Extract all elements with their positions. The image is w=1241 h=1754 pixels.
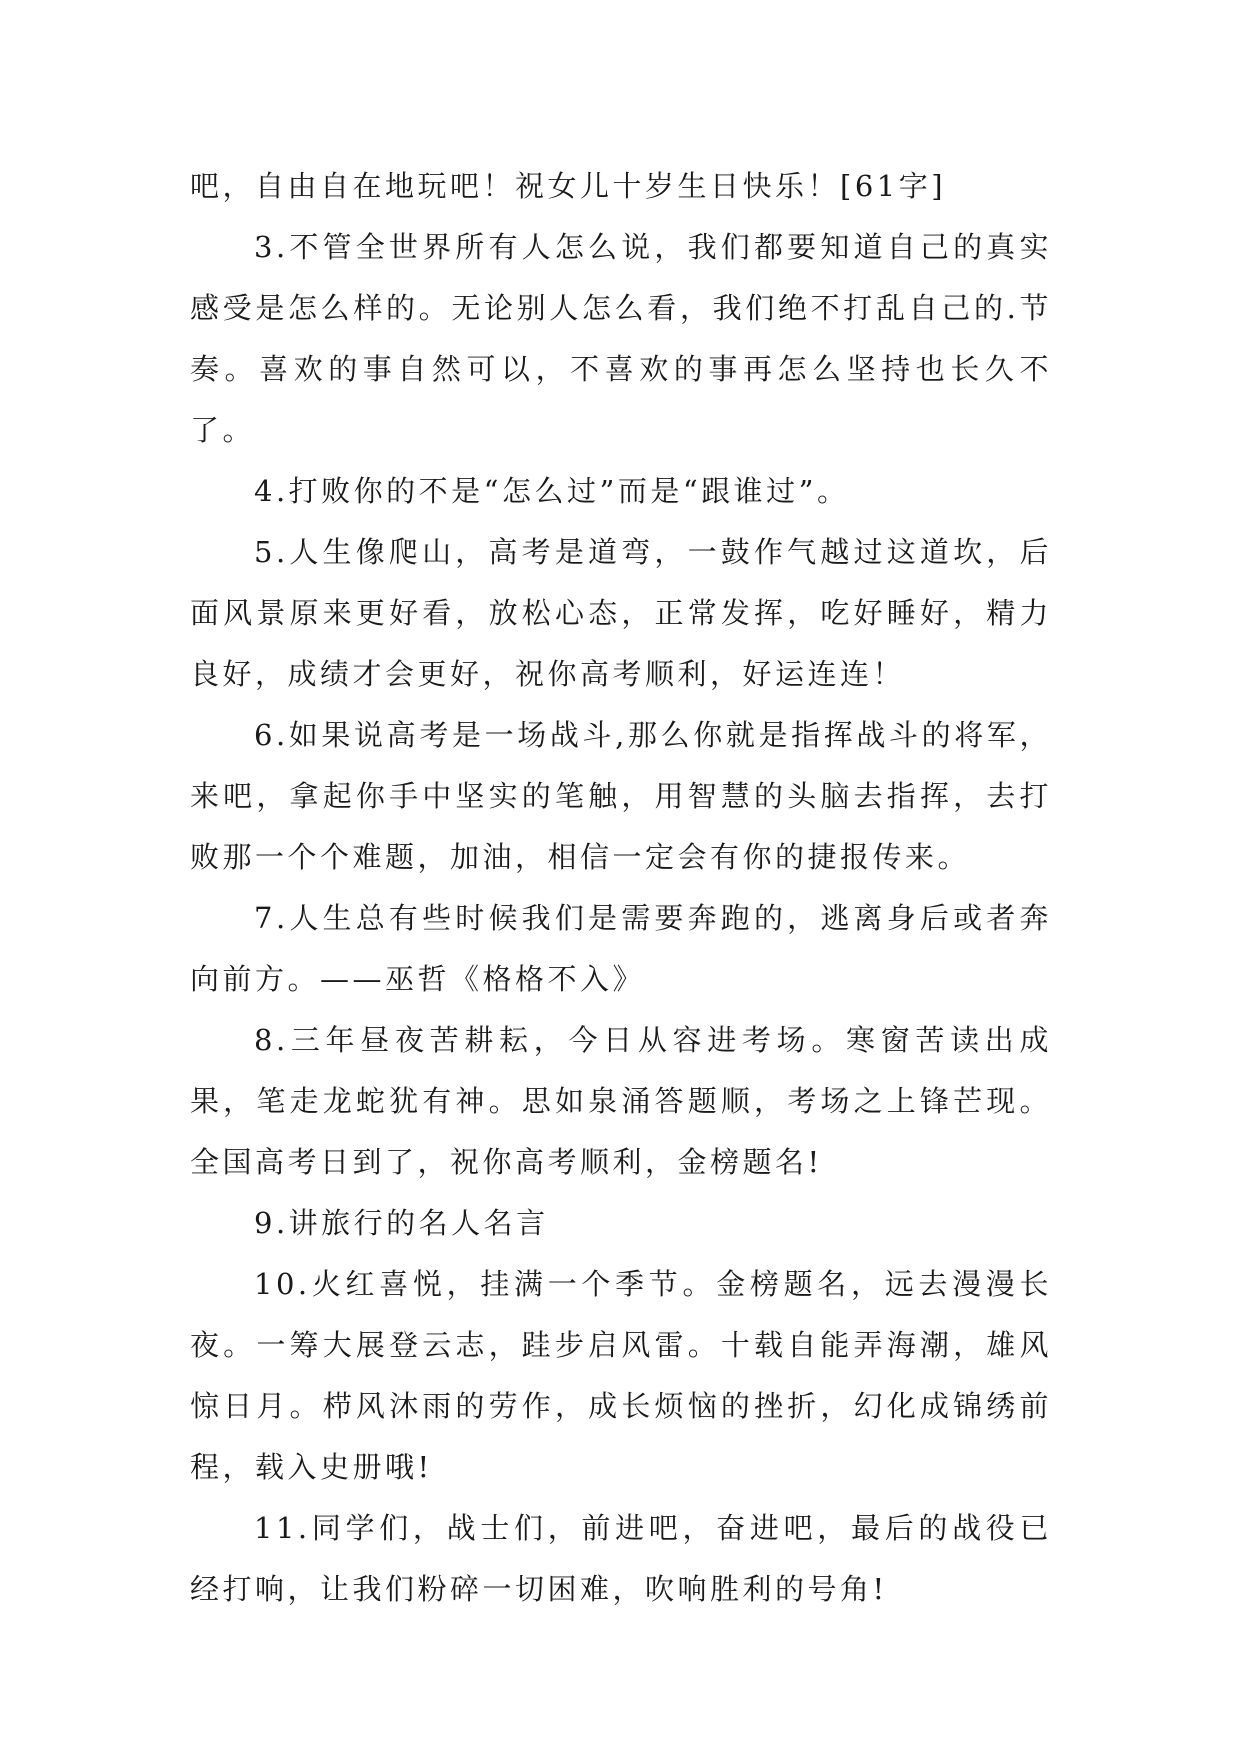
- paragraph-item-6: 6.如果说高考是一场战斗,那么你就是指挥战斗的将军，来吧，拿起你手中坚实的笔触，用智慧的头脑去指挥，去打败那一个个难题，加油，相信一定会有你的捷报传来。: [190, 718, 1052, 874]
- paragraph-item-10: 10.火红喜悦，挂满一个季节。金榜题名，远去漫漫长夜。一筹大展登云志，跬步启风雷。十载自能弄海潮，雄风惊日月。栉风沐雨的劳作，成长烦恼的挫折，幻化成锦绣前程，载入史册哦!: [190, 1267, 1052, 1484]
- paragraph-item-4: 4.打败你的不是“怎么过”而是“跟谁过”。: [254, 474, 850, 508]
- paragraph-item-8: 8.三年昼夜苦耕耘，今日从容进考场。寒窗苦读出成果，笔走龙蛇犹有神。思如泉涌答题顺，考场之上锋芒现。全国高考日到了，祝你高考顺利，金榜题名!: [190, 1023, 1052, 1179]
- paragraph-item-9: 9.讲旅行的名人名言: [254, 1206, 549, 1240]
- paragraph-item-3: 3.不管全世界所有人怎么说，我们都要知道自己的真实感受是怎么样的。无论别人怎么看，我们绝不打乱自己的.节奏。喜欢的事自然可以，不喜欢的事再怎么坚持也长久不了。: [190, 230, 1052, 447]
- paragraph-item-5: 5.人生像爬山，高考是道弯，一鼓作气越过这道坎，后面风景原来更好看，放松心态，正常发挥，吃好睡好，精力良好，成绩才会更好，祝你高考顺利，好运连连！: [190, 535, 1052, 691]
- document-body: [190, 156, 1052, 1620]
- paragraph-item-7: 7.人生总有些时候我们是需要奔跑的，逃离身后或者奔向前方。——巫哲《格格不入》: [190, 901, 1052, 996]
- paragraph-item-11: 11.同学们，战士们，前进吧，奋进吧，最后的战役已经打响，让我们粉碎一切困难，吹响胜利的号角!: [190, 1511, 1052, 1606]
- paragraph-continuation: 吧，自由自在地玩吧！祝女儿十岁生日快乐！[61字]: [190, 169, 947, 203]
